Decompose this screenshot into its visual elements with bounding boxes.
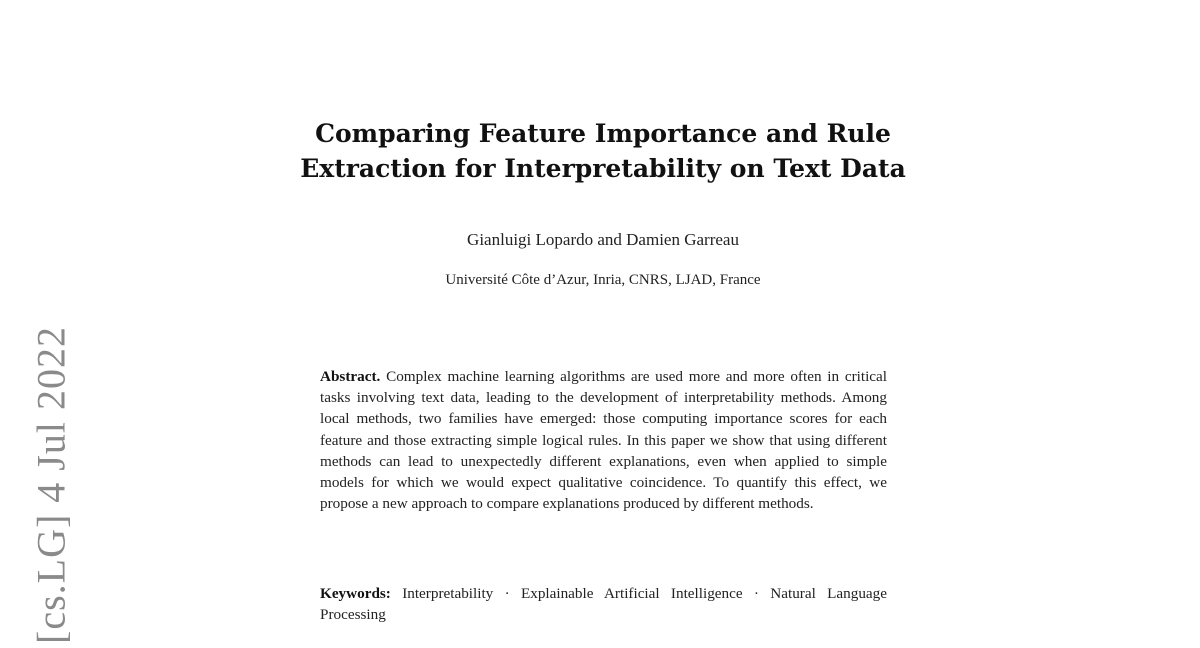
paper-title	[250, 116, 956, 186]
author-list: Gianluigi Lopardo and Damien Garreau	[467, 230, 739, 249]
title-line-2: Extraction for Interpretability on Text Data	[300, 154, 906, 183]
affiliation: Université Côte d’Azur, Inria, CNRS, LJAD, France	[445, 272, 761, 288]
abstract-text: Complex machine learning algorithms are used more and more often in critical tasks involving text data, leading to the development of interpretability methods. Among local methods, two families have emerged: those computing importance scores for each feature and those extracting simple logical rules. In this paper we show that using different methods can lead to unexpectedly different explanations, even when applied to simple models for which we would expect qualitative coincidence. To quantify this effect, we propose a new approach to compare explanations produced by different methods.	[320, 368, 888, 513]
abstract	[320, 366, 887, 514]
abstract-label: Abstract.	[320, 368, 381, 385]
title-line-1: Comparing Feature Importance and Rule	[315, 119, 891, 148]
arxiv-side-stamp	[16, 326, 86, 644]
keywords	[320, 583, 887, 625]
keywords-text: Interpretability · Explainable Artificial Intelligence · Natural Language Processing	[320, 585, 887, 624]
arxiv-stamp-text: [cs.LG] 4 Jul 2022	[28, 326, 74, 644]
keywords-label: Keywords:	[320, 585, 391, 602]
